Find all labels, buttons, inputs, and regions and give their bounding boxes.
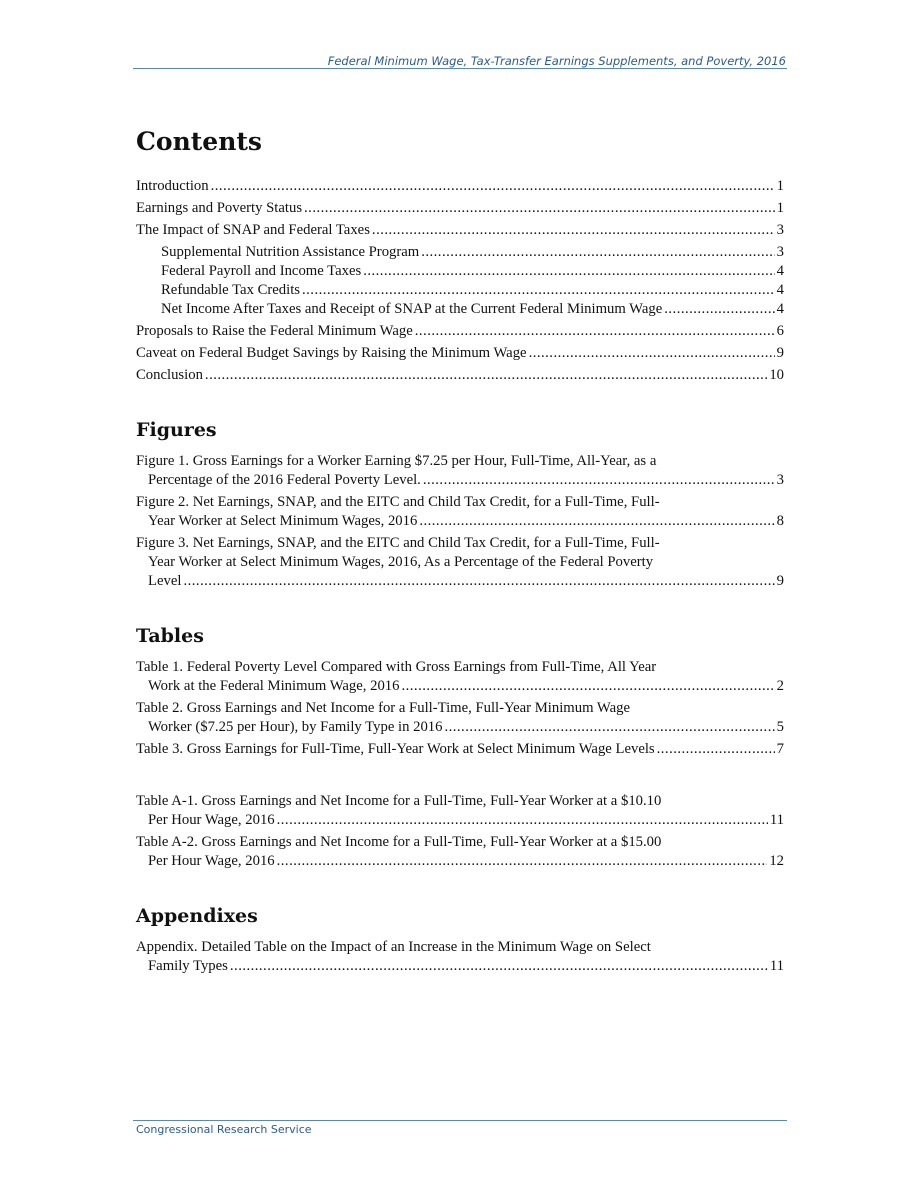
toc-entry-page: 4 <box>776 282 784 298</box>
toc-entry-line: Table A-2. Gross Earnings and Net Income for a Full-Time, Full-Year Worker at a $15.00 <box>136 834 662 850</box>
contents-heading: Contents <box>136 127 263 156</box>
toc-entry-line: Year Worker at Select Minimum Wages, 2016, As a Percentage of the Federal Poverty <box>148 554 654 570</box>
toc-entry-title: Earnings and Poverty Status <box>136 200 303 216</box>
toc-entry-page: 2 <box>776 678 784 694</box>
dot-leader <box>657 740 775 759</box>
footer-org: Congressional Research Service <box>136 1123 312 1136</box>
toc-entry-title: Table 3. Gross Earnings for Full-Time, Full-Year Work at Select Minimum Wage Levels <box>136 741 655 757</box>
toc-entry-line: Figure 3. Net Earnings, SNAP, and the EITC and Child Tax Credit, for a Full-Time, Full- <box>136 535 660 551</box>
dot-leader <box>444 718 774 737</box>
dot-leader <box>363 262 774 281</box>
toc-entry-table-1[interactable] <box>136 658 784 696</box>
toc-entry-page: 6 <box>776 323 784 339</box>
toc-entry-line: Figure 1. Gross Earnings for a Worker Earning $7.25 per Hour, Full-Time, All-Year, as a <box>136 453 657 469</box>
toc-entry-snap[interactable] <box>136 243 784 262</box>
toc-entry-line: Family Types <box>148 958 228 974</box>
toc-entry-line: Figure 2. Net Earnings, SNAP, and the EITC and Child Tax Credit, for a Full-Time, Full- <box>136 494 660 510</box>
contents-section <box>136 124 784 385</box>
toc-entry-page: 8 <box>776 513 784 529</box>
dot-leader <box>419 512 774 531</box>
dot-leader <box>423 471 775 490</box>
toc-entry-line: Table 1. Federal Poverty Level Compared with Gross Earnings from Full-Time, All Year <box>136 659 657 675</box>
dot-leader <box>183 572 774 591</box>
tables-heading: Tables <box>136 625 204 647</box>
toc-entry-line: Level <box>148 573 182 589</box>
toc-entry-line: Percentage of the 2016 Federal Poverty Level. <box>148 472 421 488</box>
toc-entry-table-a1[interactable] <box>136 792 784 830</box>
toc-entry-page: 11 <box>769 958 784 974</box>
toc-entry-title: Federal Payroll and Income Taxes <box>161 263 362 279</box>
toc-entry-line: Work at the Federal Minimum Wage, 2016 <box>148 678 400 694</box>
toc-entry-page: 3 <box>776 222 784 238</box>
figures-section <box>136 417 784 591</box>
dot-leader <box>302 281 775 300</box>
toc-entry-table-2[interactable] <box>136 699 784 737</box>
dot-leader <box>277 811 768 830</box>
toc-entry-line: Per Hour Wage, 2016 <box>148 853 275 869</box>
toc-entry-title: Refundable Tax Credits <box>161 282 301 298</box>
dot-leader <box>205 366 767 385</box>
toc-entry-payroll-income-taxes[interactable] <box>136 262 784 281</box>
toc-entry-page: 4 <box>776 263 784 279</box>
dot-leader <box>277 852 768 871</box>
toc-entry-appendix[interactable] <box>136 938 784 976</box>
toc-entry-conclusion[interactable] <box>136 366 784 385</box>
footer-rule <box>133 1120 787 1121</box>
dot-leader <box>304 199 775 218</box>
dot-leader <box>415 322 775 341</box>
toc-entry-figure-1[interactable] <box>136 452 784 490</box>
toc-entry-line: Table A-1. Gross Earnings and Net Income for a Full-Time, Full-Year Worker at a $10.10 <box>136 793 662 809</box>
toc-entry-line: Appendix. Detailed Table on the Impact of an Increase in the Minimum Wage on Select <box>136 939 651 955</box>
toc-entry-page: 4 <box>776 301 784 317</box>
toc-entry-title: Introduction <box>136 178 209 194</box>
dot-leader <box>230 957 768 976</box>
toc-entry-page: 11 <box>769 812 784 828</box>
toc-entry-page: 12 <box>769 853 784 869</box>
toc-entry-page: 9 <box>776 573 784 589</box>
dot-leader <box>421 243 774 262</box>
toc-entry-title: Supplemental Nutrition Assistance Program <box>161 244 420 260</box>
toc-entry-figure-3[interactable] <box>136 534 784 591</box>
toc-entry-line: Year Worker at Select Minimum Wages, 2016 <box>148 513 418 529</box>
toc-entry-introduction[interactable] <box>136 177 784 196</box>
toc-entry-caveat[interactable] <box>136 344 784 363</box>
dot-leader <box>529 344 775 363</box>
figures-heading: Figures <box>136 419 217 441</box>
header-rule <box>133 68 787 69</box>
running-header: Federal Minimum Wage, Tax-Transfer Earnings Supplements, and Poverty, 2016 <box>327 54 786 68</box>
toc-entry-line: Table 2. Gross Earnings and Net Income for a Full-Time, Full-Year Minimum Wage <box>136 700 630 716</box>
toc-entry-page: 1 <box>776 200 784 216</box>
toc-entry-figure-2[interactable] <box>136 493 784 531</box>
dot-leader <box>664 300 774 319</box>
toc-entry-title: The Impact of SNAP and Federal Taxes <box>136 222 370 238</box>
toc-entry-title: Net Income After Taxes and Receipt of SNAP at the Current Federal Minimum Wage <box>161 301 663 317</box>
toc-entry-page: 3 <box>776 244 784 260</box>
toc-entry-proposals[interactable] <box>136 322 784 341</box>
toc-entry-page: 1 <box>776 178 784 194</box>
tables-section <box>136 623 784 871</box>
toc-entry-net-income[interactable] <box>136 300 784 319</box>
toc-entry-table-3[interactable] <box>136 740 784 759</box>
toc-entry-title: Caveat on Federal Budget Savings by Raising the Minimum Wage <box>136 345 527 361</box>
toc-entry-line: Per Hour Wage, 2016 <box>148 812 275 828</box>
appendixes-heading: Appendixes <box>136 905 258 927</box>
toc-entry-page: 3 <box>776 472 784 488</box>
toc-entry-refundable-credits[interactable] <box>136 281 784 300</box>
toc-entry-earnings-poverty[interactable] <box>136 199 784 218</box>
toc-entry-table-a2[interactable] <box>136 833 784 871</box>
toc-entry-page: 10 <box>769 367 784 383</box>
toc-entry-title: Proposals to Raise the Federal Minimum Wage <box>136 323 413 339</box>
appendixes-section <box>136 903 784 976</box>
dot-leader <box>372 221 775 240</box>
toc-entry-page: 5 <box>776 719 784 735</box>
dot-leader <box>402 677 775 696</box>
toc-entry-impact-snap-taxes[interactable] <box>136 221 784 240</box>
spacer <box>136 762 784 792</box>
toc-entry-page: 9 <box>776 345 784 361</box>
table-of-contents <box>136 124 784 1008</box>
toc-entry-page: 7 <box>776 741 784 757</box>
toc-entry-title: Conclusion <box>136 367 203 383</box>
dot-leader <box>211 177 775 196</box>
toc-entry-line: Worker ($7.25 per Hour), by Family Type in 2016 <box>148 719 443 735</box>
